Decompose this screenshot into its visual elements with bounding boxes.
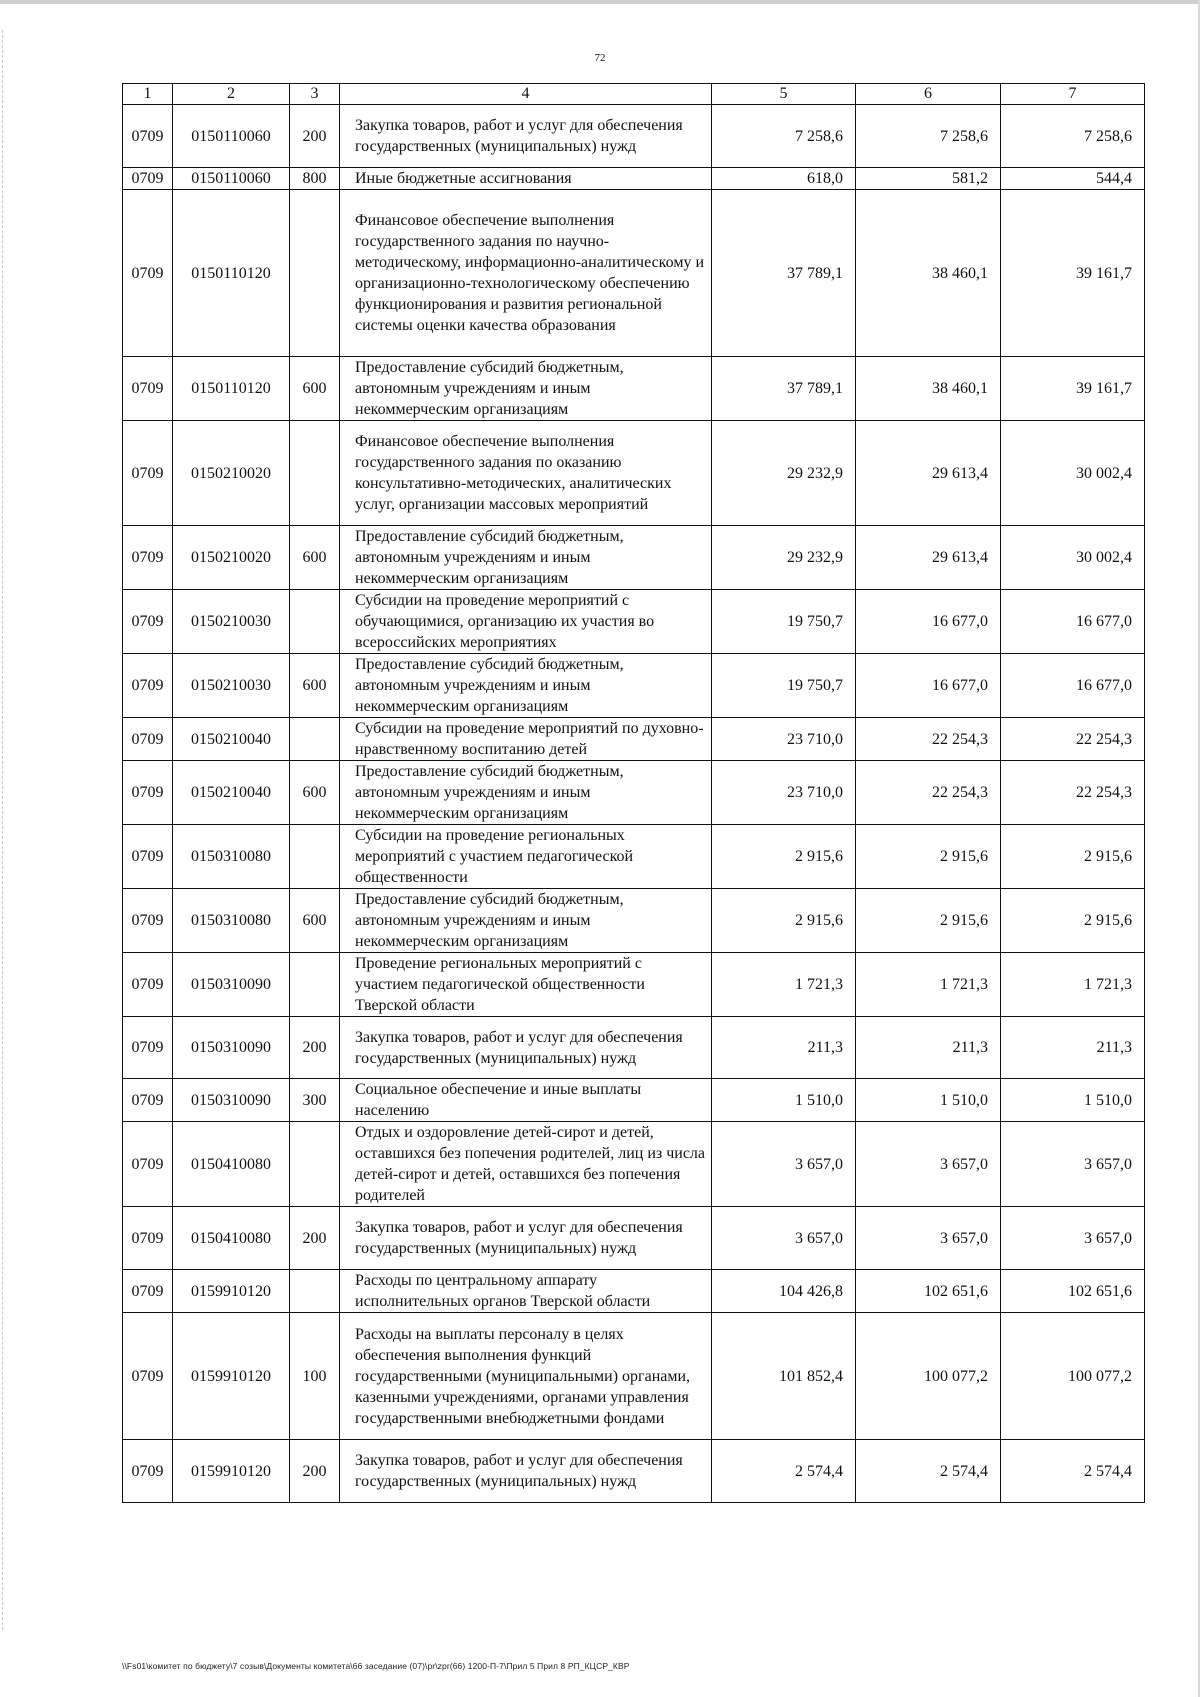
- amount-col-6-cell: 38 460,1: [856, 357, 1001, 421]
- amount-col-7-cell: 100 077,2: [1001, 1313, 1145, 1440]
- expense-type-cell: 200: [290, 1017, 340, 1079]
- target-article-cell: 0150310090: [173, 1017, 290, 1079]
- section-code-cell: 0709: [123, 889, 173, 953]
- description-cell: Закупка товаров, работ и услуг для обеспечения государственных (муниципальных) нужд: [340, 105, 712, 168]
- section-code-cell: 0709: [123, 825, 173, 889]
- page-number: 72: [594, 52, 606, 64]
- expense-type-cell: 600: [290, 654, 340, 718]
- amount-col-7-cell: 1 510,0: [1001, 1079, 1145, 1122]
- table-row: [123, 105, 1145, 168]
- amount-col-5-cell: 1 510,0: [712, 1079, 856, 1122]
- amount-col-7-cell: 2 915,6: [1001, 825, 1145, 889]
- section-code-cell: 0709: [123, 1122, 173, 1207]
- amount-col-7-cell: 16 677,0: [1001, 654, 1145, 718]
- target-article-cell: 0150110060: [173, 105, 290, 168]
- amount-col-6-cell: 38 460,1: [856, 190, 1001, 357]
- table-row: [123, 190, 1145, 357]
- amount-col-6-cell: 16 677,0: [856, 590, 1001, 654]
- amount-col-5-cell: 211,3: [712, 1017, 856, 1079]
- expense-type-cell: [290, 1122, 340, 1207]
- description-cell: Иные бюджетные ассигнования: [340, 168, 712, 190]
- amount-col-6-cell: 2 915,6: [856, 825, 1001, 889]
- expense-type-cell: 600: [290, 526, 340, 590]
- amount-col-5-cell: 2 574,4: [712, 1440, 856, 1503]
- expense-type-cell: [290, 590, 340, 654]
- description-cell: Предоставление субсидий бюджетным, автономным учреждениям и иным некоммерческим организациям: [340, 654, 712, 718]
- amount-col-5-cell: 7 258,6: [712, 105, 856, 168]
- amount-col-7-cell: 544,4: [1001, 168, 1145, 190]
- amount-col-7-cell: 1 721,3: [1001, 953, 1145, 1017]
- section-code-cell: 0709: [123, 953, 173, 1017]
- expense-type-cell: [290, 190, 340, 357]
- amount-col-5-cell: 1 721,3: [712, 953, 856, 1017]
- description-cell: Предоставление субсидий бюджетным, автономным учреждениям и иным некоммерческим организациям: [340, 761, 712, 825]
- amount-col-6-cell: 211,3: [856, 1017, 1001, 1079]
- section-code-cell: 0709: [123, 1079, 173, 1122]
- description-cell: Субсидии на проведение региональных мероприятий с участием педагогической общественности: [340, 825, 712, 889]
- table-row: [123, 1313, 1145, 1440]
- amount-col-5-cell: 101 852,4: [712, 1313, 856, 1440]
- amount-col-7-cell: 39 161,7: [1001, 190, 1145, 357]
- expense-type-cell: 300: [290, 1079, 340, 1122]
- target-article-cell: 0150210030: [173, 590, 290, 654]
- description-cell: Закупка товаров, работ и услуг для обеспечения государственных (муниципальных) нужд: [340, 1017, 712, 1079]
- table-body: [123, 105, 1145, 1503]
- amount-col-7-cell: 3 657,0: [1001, 1122, 1145, 1207]
- amount-col-6-cell: 102 651,6: [856, 1270, 1001, 1313]
- description-cell: Расходы на выплаты персоналу в целях обеспечения выполнения функций государственными (муниципальными) органами, казенными учреждениями, органами управления государственными внебюджетными фондами: [340, 1313, 712, 1440]
- header-row: [123, 84, 1145, 105]
- target-article-cell: 0150210020: [173, 526, 290, 590]
- amount-col-7-cell: 102 651,6: [1001, 1270, 1145, 1313]
- table-row: [123, 421, 1145, 526]
- section-code-cell: 0709: [123, 1270, 173, 1313]
- section-code-cell: 0709: [123, 1207, 173, 1270]
- target-article-cell: 0150310090: [173, 953, 290, 1017]
- section-code-cell: 0709: [123, 761, 173, 825]
- table-row: [123, 1270, 1145, 1313]
- description-cell: Предоставление субсидий бюджетным, автономным учреждениям и иным некоммерческим организациям: [340, 357, 712, 421]
- section-code-cell: 0709: [123, 590, 173, 654]
- header-col-3: 3: [290, 84, 340, 105]
- expense-type-cell: 200: [290, 1440, 340, 1503]
- section-code-cell: 0709: [123, 105, 173, 168]
- amount-col-6-cell: 3 657,0: [856, 1122, 1001, 1207]
- table-row: [123, 1440, 1145, 1503]
- header-col-1: 1: [123, 84, 173, 105]
- amount-col-6-cell: 2 574,4: [856, 1440, 1001, 1503]
- expense-type-cell: 600: [290, 889, 340, 953]
- table-row: [123, 654, 1145, 718]
- section-code-cell: 0709: [123, 190, 173, 357]
- amount-col-6-cell: 1 721,3: [856, 953, 1001, 1017]
- target-article-cell: 0150210040: [173, 718, 290, 761]
- table-row: [123, 1122, 1145, 1207]
- description-cell: Финансовое обеспечение выполнения государственного задания по оказанию консультативно-методических, аналитических услуг, организации массовых мероприятий: [340, 421, 712, 526]
- table-row: [123, 168, 1145, 190]
- header-col-2: 2: [173, 84, 290, 105]
- table-row: [123, 526, 1145, 590]
- amount-col-5-cell: 29 232,9: [712, 526, 856, 590]
- table-row: [123, 718, 1145, 761]
- expense-type-cell: 200: [290, 105, 340, 168]
- amount-col-6-cell: 2 915,6: [856, 889, 1001, 953]
- amount-col-6-cell: 16 677,0: [856, 654, 1001, 718]
- expense-type-cell: 600: [290, 357, 340, 421]
- budget-table: [122, 83, 1145, 1503]
- description-cell: Предоставление субсидий бюджетным, автономным учреждениям и иным некоммерческим организациям: [340, 526, 712, 590]
- scan-edge-left: [2, 30, 4, 1630]
- scan-edge-top: [0, 0, 1200, 4]
- amount-col-6-cell: 22 254,3: [856, 718, 1001, 761]
- amount-col-5-cell: 3 657,0: [712, 1122, 856, 1207]
- table-row: [123, 590, 1145, 654]
- amount-col-5-cell: 37 789,1: [712, 357, 856, 421]
- section-code-cell: 0709: [123, 168, 173, 190]
- section-code-cell: 0709: [123, 654, 173, 718]
- amount-col-5-cell: 19 750,7: [712, 654, 856, 718]
- table-row: [123, 1079, 1145, 1122]
- table-row: [123, 761, 1145, 825]
- header-col-6: 6: [856, 84, 1001, 105]
- amount-col-7-cell: 22 254,3: [1001, 718, 1145, 761]
- target-article-cell: 0150410080: [173, 1207, 290, 1270]
- expense-type-cell: 800: [290, 168, 340, 190]
- target-article-cell: 0150310090: [173, 1079, 290, 1122]
- target-article-cell: 0150210030: [173, 654, 290, 718]
- amount-col-7-cell: 22 254,3: [1001, 761, 1145, 825]
- description-cell: Расходы по центральному аппарату исполнительных органов Тверской области: [340, 1270, 712, 1313]
- expense-type-cell: [290, 718, 340, 761]
- amount-col-5-cell: 23 710,0: [712, 718, 856, 761]
- amount-col-6-cell: 22 254,3: [856, 761, 1001, 825]
- amount-col-6-cell: 29 613,4: [856, 526, 1001, 590]
- description-cell: Закупка товаров, работ и услуг для обеспечения государственных (муниципальных) нужд: [340, 1440, 712, 1503]
- target-article-cell: 0159910120: [173, 1313, 290, 1440]
- amount-col-5-cell: 2 915,6: [712, 825, 856, 889]
- target-article-cell: 0150410080: [173, 1122, 290, 1207]
- amount-col-7-cell: 30 002,4: [1001, 421, 1145, 526]
- amount-col-7-cell: 16 677,0: [1001, 590, 1145, 654]
- expense-type-cell: [290, 1270, 340, 1313]
- target-article-cell: 0150110120: [173, 190, 290, 357]
- amount-col-5-cell: 29 232,9: [712, 421, 856, 526]
- footer-file-path: \\Fs01\комитет по бюджету\7 созыв\Документы комитета\66 заседание (07)\pr\zpr(66) 1200-П-7\Прил 5 Прил 8 РП_КЦСР_КВР: [122, 1661, 630, 1671]
- header-col-5: 5: [712, 84, 856, 105]
- section-code-cell: 0709: [123, 1313, 173, 1440]
- description-cell: Субсидии на проведение мероприятий по духовно-нравственному воспитанию детей: [340, 718, 712, 761]
- target-article-cell: 0150310080: [173, 889, 290, 953]
- amount-col-6-cell: 100 077,2: [856, 1313, 1001, 1440]
- expense-type-cell: [290, 825, 340, 889]
- target-article-cell: 0150110120: [173, 357, 290, 421]
- amount-col-7-cell: 211,3: [1001, 1017, 1145, 1079]
- amount-col-7-cell: 2 574,4: [1001, 1440, 1145, 1503]
- table-row: [123, 357, 1145, 421]
- target-article-cell: 0159910120: [173, 1440, 290, 1503]
- amount-col-6-cell: 581,2: [856, 168, 1001, 190]
- table-row: [123, 825, 1145, 889]
- description-cell: Отдых и оздоровление детей-сирот и детей, оставшихся без попечения родителей, лиц из числа детей-сирот и детей, оставшихся без попечения родителей: [340, 1122, 712, 1207]
- section-code-cell: 0709: [123, 421, 173, 526]
- description-cell: Проведение региональных мероприятий с участием педагогической общественности Тверской области: [340, 953, 712, 1017]
- target-article-cell: 0150310080: [173, 825, 290, 889]
- amount-col-7-cell: 7 258,6: [1001, 105, 1145, 168]
- amount-col-5-cell: 104 426,8: [712, 1270, 856, 1313]
- header-col-4: 4: [340, 84, 712, 105]
- expense-type-cell: [290, 953, 340, 1017]
- expense-type-cell: 600: [290, 761, 340, 825]
- amount-col-5-cell: 19 750,7: [712, 590, 856, 654]
- table-row: [123, 889, 1145, 953]
- description-cell: Социальное обеспечение и иные выплаты населению: [340, 1079, 712, 1122]
- amount-col-7-cell: 39 161,7: [1001, 357, 1145, 421]
- amount-col-5-cell: 2 915,6: [712, 889, 856, 953]
- amount-col-6-cell: 3 657,0: [856, 1207, 1001, 1270]
- description-cell: Предоставление субсидий бюджетным, автономным учреждениям и иным некоммерческим организациям: [340, 889, 712, 953]
- target-article-cell: 0150210020: [173, 421, 290, 526]
- section-code-cell: 0709: [123, 1440, 173, 1503]
- amount-col-7-cell: 2 915,6: [1001, 889, 1145, 953]
- header-col-7: 7: [1001, 84, 1145, 105]
- amount-col-6-cell: 1 510,0: [856, 1079, 1001, 1122]
- section-code-cell: 0709: [123, 718, 173, 761]
- expense-type-cell: 100: [290, 1313, 340, 1440]
- amount-col-5-cell: 3 657,0: [712, 1207, 856, 1270]
- section-code-cell: 0709: [123, 357, 173, 421]
- table-row: [123, 1017, 1145, 1079]
- table-row: [123, 953, 1145, 1017]
- section-code-cell: 0709: [123, 526, 173, 590]
- table-row: [123, 1207, 1145, 1270]
- amount-col-5-cell: 618,0: [712, 168, 856, 190]
- section-code-cell: 0709: [123, 1017, 173, 1079]
- amount-col-7-cell: 30 002,4: [1001, 526, 1145, 590]
- target-article-cell: 0150110060: [173, 168, 290, 190]
- description-cell: Субсидии на проведение мероприятий с обучающимися, организацию их участия во всероссийских мероприятиях: [340, 590, 712, 654]
- expense-type-cell: [290, 421, 340, 526]
- amount-col-5-cell: 23 710,0: [712, 761, 856, 825]
- amount-col-6-cell: 7 258,6: [856, 105, 1001, 168]
- table-header: [123, 84, 1145, 105]
- amount-col-5-cell: 37 789,1: [712, 190, 856, 357]
- target-article-cell: 0150210040: [173, 761, 290, 825]
- amount-col-6-cell: 29 613,4: [856, 421, 1001, 526]
- description-cell: Финансовое обеспечение выполнения государственного задания по научно-методическому, информационно-аналитическому и организационно-технологическому обеспечению функционирования и развития региональной системы оценки качества образования: [340, 190, 712, 357]
- amount-col-7-cell: 3 657,0: [1001, 1207, 1145, 1270]
- description-cell: Закупка товаров, работ и услуг для обеспечения государственных (муниципальных) нужд: [340, 1207, 712, 1270]
- target-article-cell: 0159910120: [173, 1270, 290, 1313]
- expense-type-cell: 200: [290, 1207, 340, 1270]
